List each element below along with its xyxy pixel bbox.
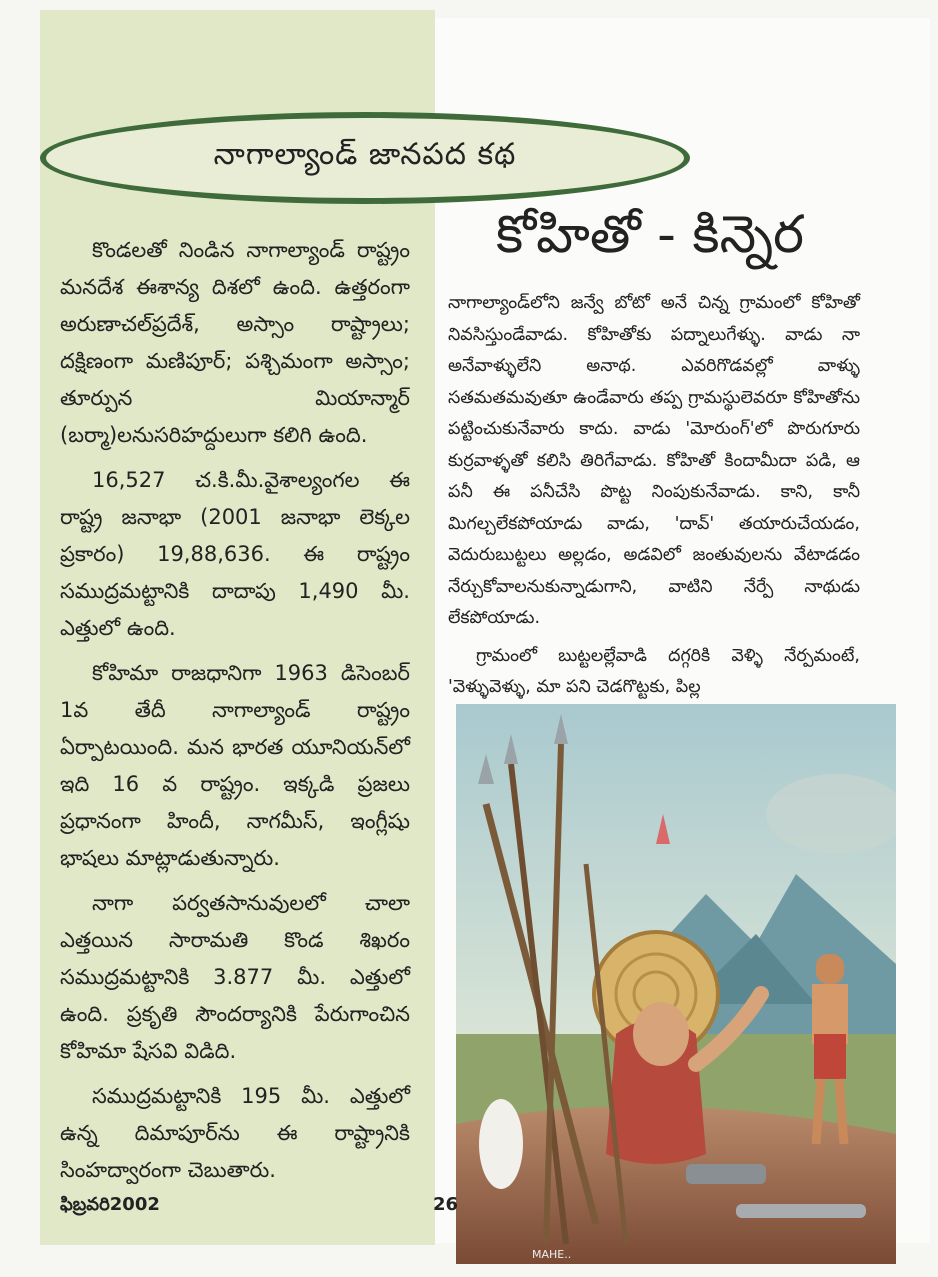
- seated-figure-head: [633, 1002, 689, 1066]
- left-paragraph: నాగా పర్వతసానువులలో చాలా ఎత్తయిన సారామతి కొండ శిఖరం సముద్రమట్టానికి 3.877 మీ. ఎత్తులో ఉంది. ప్రకృతి సౌందర్యానికి పేరుగాంచిన కోహిమా షేసవి విడిది.: [60, 891, 410, 1063]
- boy-loincloth: [814, 1034, 846, 1079]
- illustration-art: [456, 704, 896, 1264]
- series-title-ellipse: [40, 112, 690, 204]
- left-paragraph: సముద్రమట్టానికి 195 మీ. ఎత్తులో ఉన్న దిమాపూర్‌ను ఈ రాష్ట్రానికి సింహద్వారంగా చెబుతారు.: [60, 1084, 410, 1182]
- left-paragraph: కోహిమా రాజధానిగా 1963 డిసెంబర్ 1వ తేదీ నాగాల్యాండ్ రాష్ట్రం ఏర్పాటయింది. మన భారత యూనియన్‌లో ఇది 16 వ రాష్ట్రం. ఇక్కడి ప్రజలు ప్రధానంగా హిందీ, నాగమీస్, ఇంగ్లీషు భాషలు మాట్లాడుతున్నారు.: [60, 661, 410, 870]
- right-column-text: [448, 288, 860, 710]
- white-tassel: [479, 1099, 523, 1189]
- stone-tool: [686, 1164, 766, 1184]
- left-paragraph: కొండలతో నిండిన నాగాల్యాండ్ రాష్ట్రం మనదేశ ఈశాన్య దిశలో ఉంది. ఉత్తరంగా అరుణాచల్‌ప్రదేశ్, అస్సాం రాష్ట్రాలు; దక్షిణంగా మణిపూర్; పశ్చిమంగా అస్సాం; తూర్పున మియాన్మార్ (బర్మా)లనుసరిహద్దులుగా కలిగి ఉంది.: [60, 238, 410, 447]
- dao-blade: [736, 1204, 866, 1218]
- artist-signature: MAHE..: [532, 1248, 572, 1261]
- right-paragraph: నాగాల్యాండ్‌లోని జన్వే బోటో అనే చిన్న గ్రామంలో కోహితో నివసిస్తుండేవాడు. కోహితోకు పద్నాలుగేళ్ళు. వాడు నా అనేవాళ్ళులేని అనాథ. ఎవరిగొడవల్లో వాళ్ళు సతమతమవుతూ ఉండేవారు తప్ప గ్రామస్థులెవరూ కోహితోను పట్టించుకునేవారు కాదు. వాడు 'మోరుంగ్'లో పొరుగూరు కుర్రవాళ్ళతో కలిసి తిరిగేవాడు. కోహితో కిందామీదా పడి, ఆ పనీ ఈ పనీచేసి పొట్ట నింపుకునేవాడు. కాని, కానీ మిగల్చలేకపోయాడు వాడు, 'దావ్' తయారుచేయడం, వెదురుబుట్టలు అల్లడం, అడవిలో జంతువులను వేటాడడం నేర్చుకోవాలనుకున్నాడుగాని, వాటిని నేర్పే నాథుడు లేకపోయాడు.: [448, 293, 860, 628]
- boy-head: [816, 954, 844, 984]
- right-paragraph: గ్రామంలో బుట్టలల్లేవాడి దగ్గరికి వెళ్ళి నేర్పమంటే, 'వెళ్ళువెళ్ళు, మా పని చెడగొట్టకు, పిల్ల: [448, 645, 860, 697]
- story-illustration: [456, 704, 896, 1264]
- issue-date: ఫిబ్రవరి2002: [60, 1194, 160, 1215]
- story-title: కోహితో - కిన్నెర: [496, 205, 804, 265]
- page-number: 26: [433, 1194, 459, 1215]
- series-title: నాగాల్యాండ్ జానపద కథ: [213, 137, 517, 172]
- left-paragraph: 16,527 చ.కి.మీ.వైశాల్యంగల ఈ రాష్ట్ర జనాభా (2001 జనాభా లెక్కల ప్రకారం) 19,88,636. ఈ రాష్ట్రం సముద్రమట్టానికి దాదాపు 1,490 మీ. ఎత్తులో ఉంది.: [60, 468, 410, 640]
- left-column-text: [60, 232, 410, 1197]
